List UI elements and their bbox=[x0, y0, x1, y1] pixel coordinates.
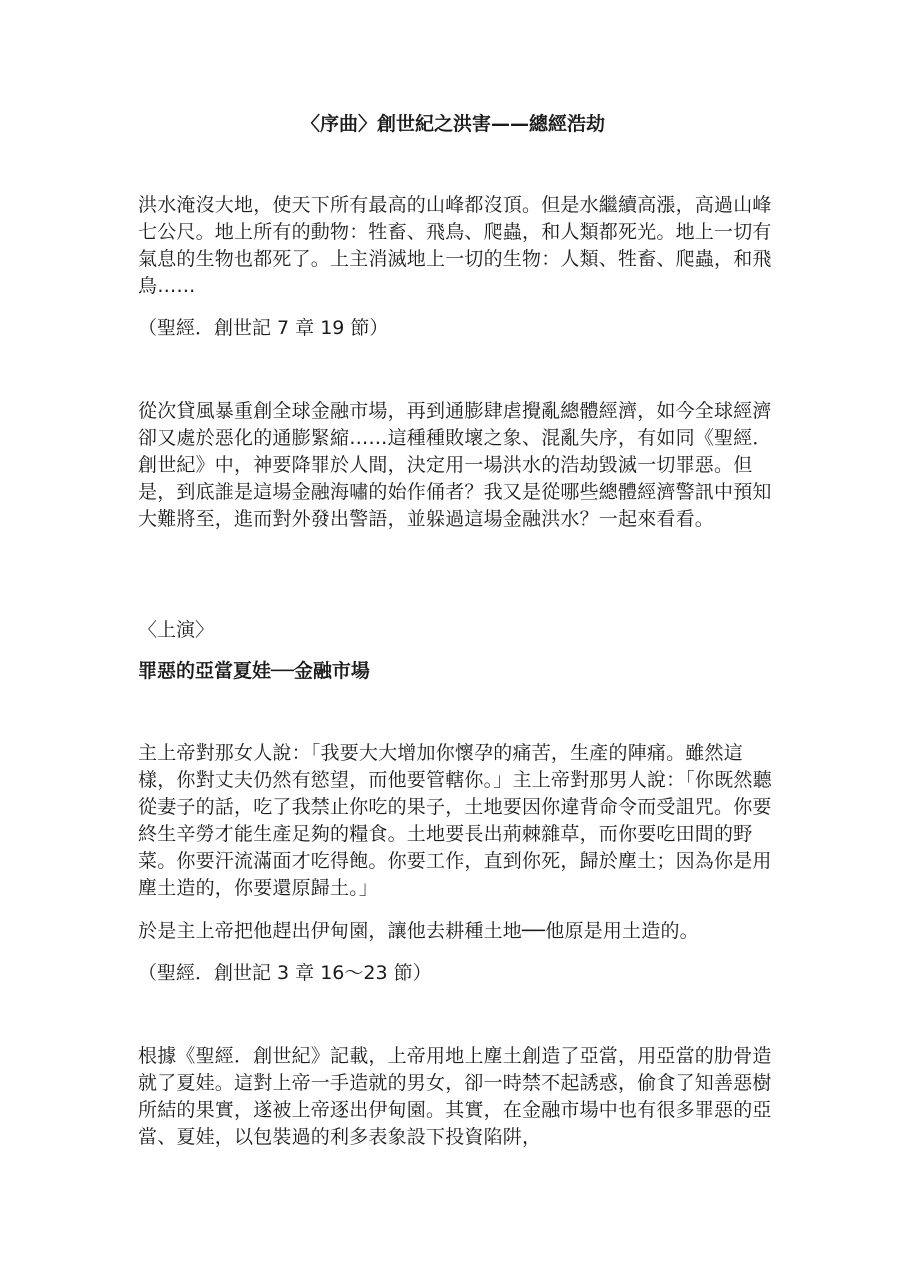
chapter-title: 〈序曲〉創世紀之洪害——總經浩劫 bbox=[300, 113, 605, 135]
bible-quote-expulsion: 於是主上帝把他趕出伊甸園，讓他去耕種土地──他原是用土造的。 bbox=[138, 920, 699, 942]
bible-reference-genesis-7: （聖經．創世記 7 章 19 節） bbox=[138, 317, 389, 339]
bible-quote-flood: 洪水淹沒大地，使天下所有最高的山峰都沒頂。但是水繼續高漲，高過山峰七公尺。地上所有的動物：牲畜、飛鳥、爬蟲，和人類都死光。地上一切有氣息的生物也都死了。上主消滅地上一切的生物：人類、牲畜、爬蟲，和飛鳥…… bbox=[138, 194, 772, 297]
bible-reference-genesis-3: （聖經．創世記 3 章 16～23 節） bbox=[138, 962, 432, 984]
bible-quote-curse: 主上帝對那女人說：「我要大大增加你懷孕的痛苦，生產的陣痛。雖然這樣，你對丈夫仍然有慾望，而他要管轄你。」主上帝對那男人說：「你既然聽從妻子的話，吃了我禁止你吃的果子，土地要因你違背命令而受詛咒。你要終生辛勞才能生產足夠的糧食。土地要長出荊棘雜草，而你要吃田間的野菜。你要汗流滿面才吃得飽。你要工作，直到你死，歸於塵土；因為你是用塵土造的，你要還原歸土。」 bbox=[138, 742, 772, 899]
section-title: 罪惡的亞當夏娃──金融市場 bbox=[138, 660, 370, 682]
adam-eve-paragraph: 根據《聖經．創世紀》記載，上帝用地上塵土創造了亞當，用亞當的肋骨造就了夏娃。這對上帝一手造就的男女，卻一時禁不起誘惑，偷食了知善惡樹所結的果實，遂被上帝逐出伊甸園。其實，在金融市場中也有很多罪惡的亞當、夏娃，以包裝過的利多表象設下投資陷阱， bbox=[138, 1045, 772, 1148]
intro-paragraph: 從次貸風暴重創全球金融市場，再到通膨肆虐攪亂總體經濟，如今全球經濟卻又處於惡化的通膨緊縮……這種種敗壞之象、混亂失序，有如同《聖經．創世紀》中，神要降罪於人間，決定用一場洪水的浩劫毀滅一切罪惡。但是，到底誰是這場金融海嘯的始作俑者？我又是從哪些總體經濟警訊中預知大難將至，進而對外發出警語，並躲過這場金融洪水？一起來看看。 bbox=[138, 400, 772, 530]
section-label: 〈上演〉 bbox=[138, 619, 215, 641]
